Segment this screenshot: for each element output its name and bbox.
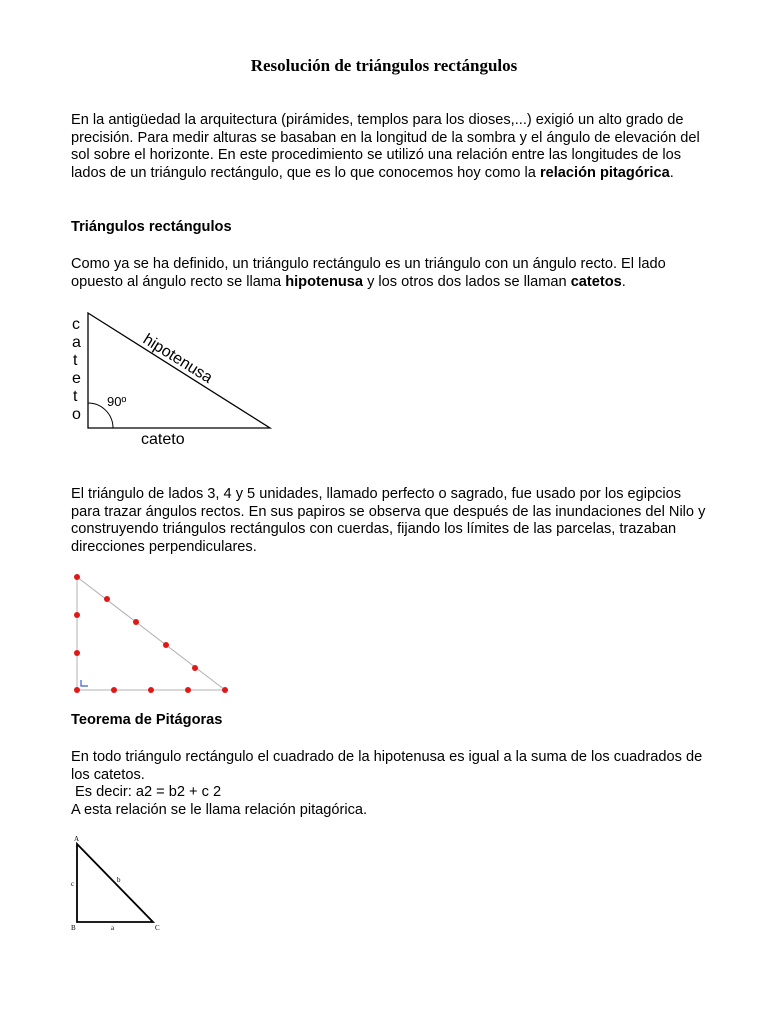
cateto-vertical-letter: c — [72, 316, 80, 333]
figure-triangle-abc — [66, 832, 176, 936]
vertex-b-label: B — [71, 924, 76, 932]
egyptian-triangle-paragraph: El triángulo de lados 3, 4 y 5 unidades, llamado perfecto o sagrado, fue usado por los egipcios para trazar ángulos rectos. En sus papiros se observa que después de las inundaciones del Nilo y construyendo triángulos rectángulos con cuerdas, fijando los límites de las parcelas, trazaban direcciones perpendiculares. — [71, 486, 706, 555]
pythagoras-paragraph — [71, 749, 711, 819]
cateto-vertical-letter: o — [72, 406, 81, 423]
definition-paragraph — [71, 256, 711, 291]
triangle-shape — [88, 313, 270, 428]
pythagoras-note: A esta relación se le llama relación pitagórica. — [71, 801, 368, 818]
term-catetos: catetos — [570, 273, 622, 290]
rope-knot-dot — [148, 687, 154, 693]
angle-label: 90º — [107, 394, 127, 409]
vertex-c-label: C — [155, 924, 160, 932]
rope-knot-dot — [163, 642, 169, 648]
rope-knot-dot — [133, 619, 139, 625]
pythagoras-formula: Es decir: a2 = b2 + c 2 — [71, 784, 222, 801]
triangle-abc-shape — [77, 844, 153, 922]
cateto-vertical-letter: t — [73, 388, 78, 405]
definition-text-b: y los otros dos lados se llaman — [363, 273, 571, 290]
hypotenuse-label: hipotenusa — [139, 330, 216, 387]
right-angle-marker — [81, 680, 88, 686]
intro-bold-term: relación pitagórica — [539, 164, 670, 181]
side-a-label: a — [111, 924, 115, 932]
pythagoras-statement: En todo triángulo rectángulo el cuadrado de la hipotenusa es igual a la suma de los cuadrados de los catetos. — [71, 749, 703, 783]
section-heading-triangulos: Triángulos rectángulos — [71, 219, 232, 235]
figure-right-triangle-labelled — [60, 305, 290, 455]
side-b-label: b — [117, 876, 121, 884]
figure-3-4-5-triangle — [66, 568, 236, 700]
rope-triangle-shape — [77, 577, 225, 690]
definition-text-c: . — [621, 273, 626, 290]
vertex-a-label: A — [74, 835, 80, 843]
rope-knot-dot — [222, 687, 228, 693]
rope-knot-dot — [74, 612, 80, 618]
cateto-vertical-letter: a — [72, 334, 81, 351]
intro-paragraph — [71, 112, 711, 182]
term-hipotenusa: hipotenusa — [285, 273, 364, 290]
rope-knot-dot — [74, 650, 80, 656]
cateto-vertical-letter: e — [72, 370, 81, 387]
section-heading-pitagoras: Teorema de Pitágoras — [71, 712, 223, 728]
rope-knot-dot — [192, 665, 198, 671]
rope-knot-dot — [74, 574, 80, 580]
rope-knot-dot — [111, 687, 117, 693]
side-c-label: c — [71, 880, 75, 888]
rope-knot-dot — [185, 687, 191, 693]
definition-text-a: Como ya se ha definido, un triángulo rectángulo es un triángulo con un ángulo recto. El lado opuesto al ángulo recto se llama — [71, 256, 666, 290]
rope-knot-dot — [104, 596, 110, 602]
intro-text: En la antigüedad la arquitectura (pirámides, templos para los dioses,...) exigió un alto grado de precisión. Para medir alturas se basaban en la longitud de la sombra y el ángulo de elevación del sol sobre el horizonte. En este procedimiento se utilizó una relación entre las longitudes de los lados de un triángulo rectángulo, que es lo que conocemos hoy como la — [71, 112, 700, 181]
cateto-vertical-letter: t — [73, 352, 78, 369]
rope-knot-dot — [74, 687, 80, 693]
intro-end: . — [669, 164, 674, 181]
base-cateto-label: cateto — [141, 431, 185, 448]
page-title: Resolución de triángulos rectángulos — [250, 56, 518, 75]
